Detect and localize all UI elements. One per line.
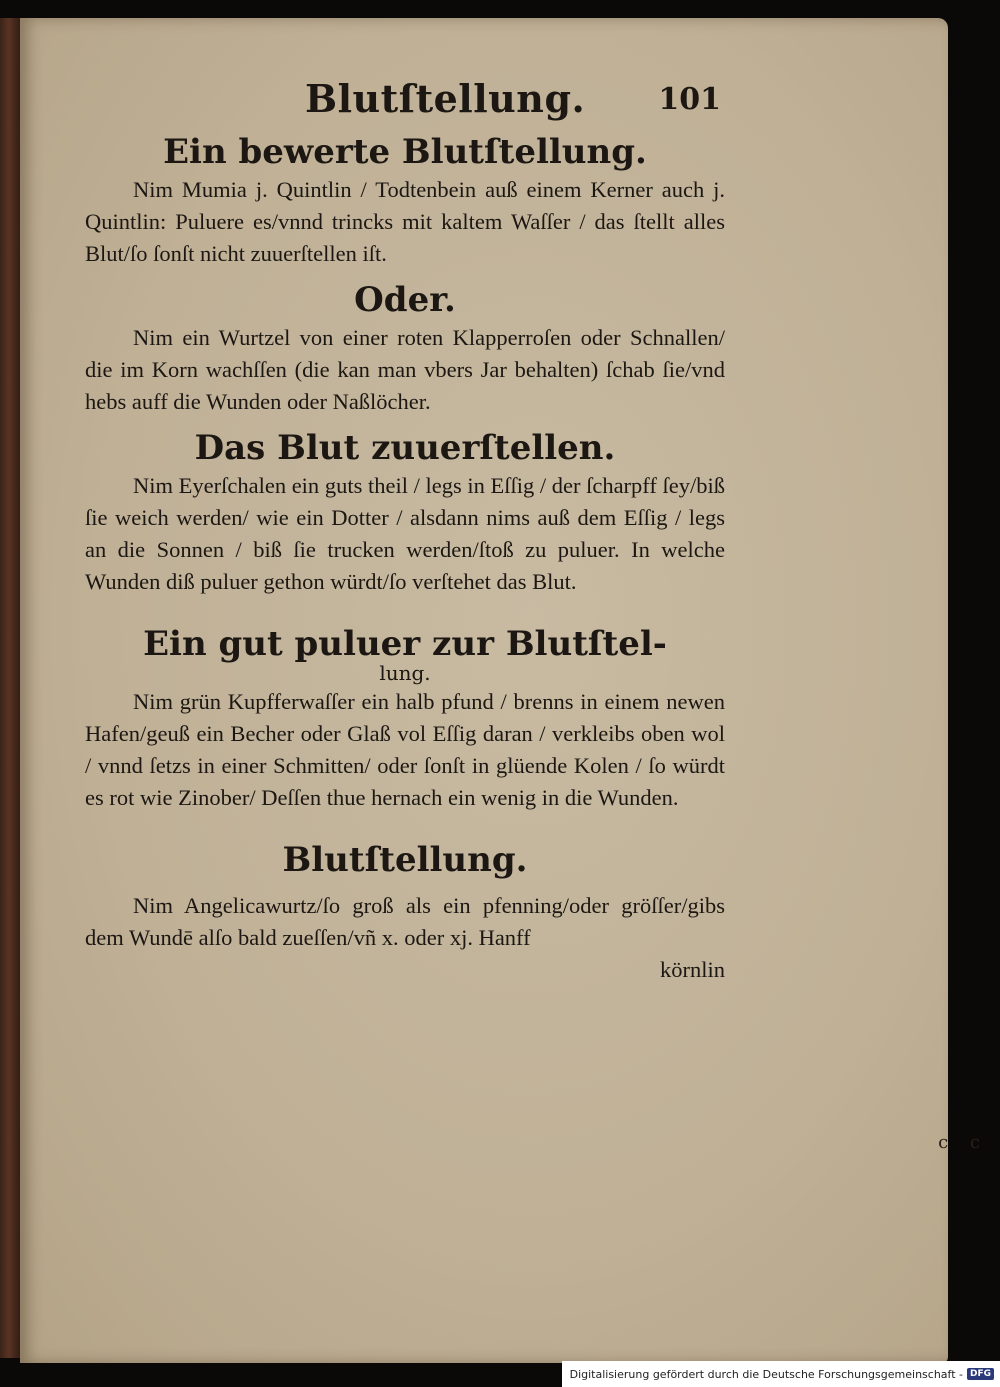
section-heading-1: Ein bewerte Blutſtellung. bbox=[163, 132, 647, 172]
section-paragraph-4: Nim grün Kupfferwaſſer ein halb pfund / brenns in einem newen Hafen/geuß ein Becher oder Glaß vol Eſſig daran / verkleibs oben wol / vnnd ſetzs in einer Schmitten/ oder ſonſt in glüende Kolen / ſo würdt es rot wie Zinober/ Deſſen thue hernach ein wenig in die Wunden. bbox=[85, 689, 725, 810]
running-head bbox=[85, 76, 725, 130]
book-spine-edge bbox=[0, 18, 22, 1358]
section-paragraph-2: Nim ein Wurtzel von einer roten Klapperroſen oder Schnallen/ die im Korn wachſſen (die kan man vbers Jar behalten) ſchab ſie/vnd hebs auff die Wunden oder Naßlöcher. bbox=[85, 325, 725, 414]
catchword: körnlin bbox=[660, 957, 725, 982]
running-title: Blutſtellung. bbox=[305, 76, 586, 121]
section-paragraph-1: Nim Mumia j. Quintlin / Todtenbein auß einem Kerner auch j. Quintlin: Puluere es/vnnd trincks mit kaltem Waſſer / das ſtellt alles Blut/ſo ſonſt nicht zuuerſtellen iſt. bbox=[85, 177, 725, 266]
section-paragraph-3: Nim Eyerſchalen ein guts theil / legs in Eſſig / der ſcharpff ſey/biß ſie weich werden/ wie ein Dotter / alsdann nims auß dem Eſſig / legs an die Sonnen / biß ſie trucken werden/ſtoß zu puluer. In welche Wunden diß puluer gethon würdt/ſo verſtehet das Blut. bbox=[85, 473, 725, 594]
page-text bbox=[85, 76, 725, 986]
book-page bbox=[20, 18, 948, 1363]
footer-text: Digitalisierung gefördert durch die Deutsche Forschungsgemeinschaft - bbox=[569, 1367, 963, 1381]
section-paragraph-5: Nim Angelicawurtz/ſo groß als ein pfenning/oder gröſſer/gibs dem Wundē alſo bald zueſſen/vñ x. oder xj. Hanff bbox=[85, 893, 725, 950]
section-heading-4: Ein gut puluer zur Blutſtel- bbox=[143, 624, 667, 664]
section-heading-3: Das Blut zuuerſtellen. bbox=[194, 428, 616, 468]
dfg-logo: DFG bbox=[967, 1368, 994, 1380]
section-subheading-4: lung. bbox=[379, 661, 431, 685]
page-number: 101 bbox=[658, 82, 721, 117]
digitization-footer bbox=[562, 1361, 1000, 1387]
section-heading-5: Blutſtellung. bbox=[282, 840, 528, 880]
page-edge-marks: c c bbox=[938, 1132, 988, 1153]
section-heading-2: Oder. bbox=[354, 280, 456, 320]
